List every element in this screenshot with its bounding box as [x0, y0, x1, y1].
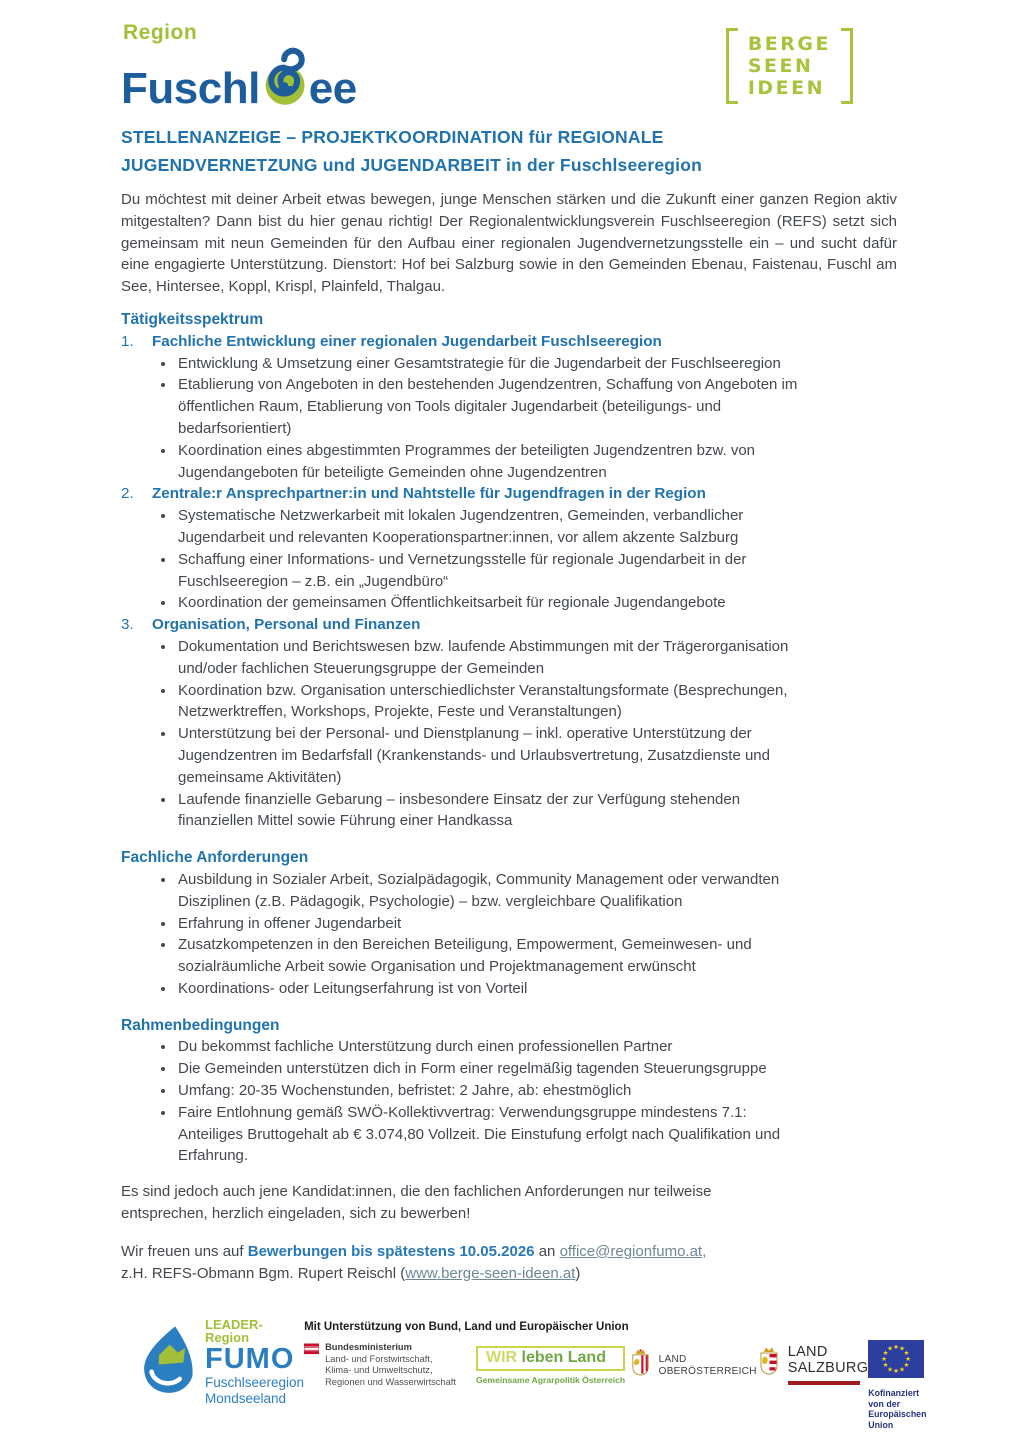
svg-text:★: ★	[899, 1345, 906, 1354]
numbered-section	[121, 331, 897, 484]
fumo-name-text: FUMO	[205, 1343, 295, 1376]
bullet-item: • Unterstützung bei der Personal- und Dienstplanung – inkl. operative Unterstützung der Jugendzentren im Bedarfsfall (Krankenstands- und Urlaubsvertretung, Zusatzdienste und gemeinsame Aktivitäten)	[176, 723, 808, 788]
region-fuschlsee-logo	[121, 22, 357, 111]
apply-deadline: Bewerbungen bis spätestens 10.05.2026	[247, 1242, 535, 1260]
svg-text:★: ★	[903, 1361, 910, 1370]
document-header	[121, 21, 897, 113]
numbered-section	[121, 614, 897, 832]
anforderungen-list	[121, 869, 897, 1000]
bullet-item: • Zusatzkompetenzen in den Bereichen Beteiligung, Empowerment, Gemeinwesen- und sozialräumliche Arbeit sowie Organisation und Projektmanagement erwünscht	[176, 934, 808, 978]
svg-text:★: ★	[899, 1365, 906, 1374]
sbg-line2: SALZBURG	[787, 1360, 869, 1377]
section-heading-anforderungen: Fachliche Anforderungen	[121, 849, 309, 867]
fumo-sub2-text: Mondseeland	[205, 1390, 287, 1406]
ministry-line: Klima- und Umweltschutz,	[325, 1365, 433, 1376]
land-oberoesterreich-logo	[629, 1348, 757, 1383]
ministry-line: Bundesministerium	[325, 1342, 412, 1353]
title-line-2: JUGENDVERNETZUNG und JUGENDARBEIT in der Fuschlseeregion	[121, 155, 702, 175]
page-title	[121, 123, 897, 179]
ooe-line2: OBERÖSTERREICH	[658, 1365, 757, 1377]
intro-paragraph: Du möchtest mit deiner Arbeit etwas bewegen, junge Menschen stärken und die Zukunft einer ganzen Region aktiv mitgestalten? Dann bist du hier genau richtig! Der Regionalentwicklungsverein Fuschlseeregion (REFS) setzt sich gemeinsam mit neun Gemeinden für den Aufbau einer regionalen Jugendvernetzungsstelle ein – und sucht dafür eine engagierte Unterstützung. Dienstort: Hof bei Salzburg sowie in den Gemeinden Ebenau, Faistenau, Fuschl am See, Hintersee, Koppl, Krispl, Plainfeld, Thalgau.	[121, 191, 897, 296]
taetigkeitsspektrum-items	[121, 331, 897, 832]
support-block	[304, 1321, 629, 1388]
sbg-line1: LAND	[787, 1344, 828, 1361]
salzburg-coat-of-arms-icon	[757, 1346, 781, 1383]
bullet-item: • Etablierung von Angeboten in den bestehenden Jugendzentren, Schaffung von Angeboten im öffentlichen Raum, Etablierung von Tools digitaler Jugendarbeit (beteiligungs- und bedarfsorientiert)	[176, 374, 808, 439]
right-bracket-icon	[841, 28, 853, 104]
ooe-line1: LAND	[658, 1353, 687, 1365]
bullet-item: • Systematische Netzwerkarbeit mit lokalen Jugendzentren, Gemeinden, verbandlicher Jugendarbeit und relevanten Kooperationspartner:innen, vor allem akzente Salzburg	[176, 505, 808, 549]
bullet-item: • Faire Entlohnung gemäß SWÖ-Kollektivvertrag: Verwendungsgruppe mindestens 7.1: Anteiliges Bruttogehalt ab € 3.074,80 Vollzeit. Die Einstufung erfolgt nach Qualifikation und Erfahrung.	[176, 1102, 808, 1167]
section-number: 3.	[121, 616, 134, 634]
logo-region-text: Region	[123, 21, 198, 44]
support-text: Mit Unterstützung von Bund, Land und Europäischer Union	[304, 1321, 629, 1334]
eu-funding-logo	[868, 1340, 926, 1430]
wir-leben-land-logo	[476, 1346, 625, 1385]
bullet-item: • Koordination der gemeinsamen Öffentlichkeitsarbeit für regionale Jugendangebote	[176, 592, 808, 614]
svg-text:★: ★	[893, 1343, 900, 1352]
svg-text:★: ★	[893, 1367, 900, 1376]
logo-fuschl-text: Fuschl	[121, 64, 260, 113]
svg-text:★: ★	[881, 1355, 888, 1364]
section-heading-rahmenbedingungen: Rahmenbedingungen	[121, 1016, 280, 1034]
austria-flag-icon	[304, 1342, 319, 1388]
closing-paragraph: Es sind jedoch auch jene Kandidat:innen, die den fachlichen Anforderungen nur teilweise entsprechen, herzlich eingeladen, sich zu bewerben!	[121, 1183, 712, 1223]
apply-middle: an	[534, 1242, 560, 1260]
left-bracket-icon	[726, 28, 738, 104]
berge-seen-ideen-lines	[738, 28, 841, 104]
fumo-leader-text: LEADER-Region	[205, 1317, 263, 1346]
ministry-line: Land- und Forstwirtschaft,	[325, 1353, 433, 1364]
apply-line2-suffix: )	[575, 1264, 581, 1282]
section-number: 1.	[121, 332, 134, 350]
svg-text:★: ★	[882, 1349, 889, 1358]
bullet-item: • Laufende finanzielle Gebarung – insbesondere Einsatz der zur Verfügung stehenden finanziellen Mittel sowie Führung einer Handkassa	[176, 789, 808, 833]
svg-text:★: ★	[882, 1361, 889, 1370]
ministry-text	[325, 1342, 456, 1388]
bullet-item: • Ausbildung in Sozialer Arbeit, Sozialpädagogik, Community Management oder verwandten Disziplinen (z.B. Pädagogik, Psychologie) – bzw. vergleichbare Qualifikation	[176, 869, 808, 913]
eu-flag-icon	[868, 1340, 926, 1383]
wll-wir-text: WIR	[485, 1349, 518, 1367]
svg-text:★: ★	[905, 1355, 912, 1364]
wll-sub-text: Gemeinsame Agrarpolitik Österreich	[475, 1375, 626, 1386]
bsi-line: BERGE	[747, 33, 831, 55]
bsi-line: SEEN	[747, 55, 814, 77]
eu-line1: Kofinanziert von der	[868, 1388, 920, 1409]
svg-text:★: ★	[887, 1365, 894, 1374]
apply-line2-prefix: z.H. REFS-Obmann Bgm. Rupert Reischl (	[121, 1264, 406, 1282]
salzburg-red-bar	[788, 1381, 860, 1385]
numbered-section	[121, 483, 897, 614]
logo-see-text: ee	[308, 64, 357, 113]
ooe-coat-of-arms-icon	[629, 1348, 652, 1383]
email-link[interactable]: office@regionfumo.at,	[559, 1242, 707, 1260]
svg-text:★: ★	[903, 1349, 910, 1358]
land-salzburg-logo	[757, 1344, 869, 1385]
bullet-item: • Erfahrung in offener Jugendarbeit	[176, 913, 808, 935]
apply-prefix: Wir freuen uns auf	[121, 1242, 248, 1260]
bullet-item: • Schaffung einer Informations- und Vernetzungsstelle für regionale Jugendarbeit in der Fuschlseeregion – z.B. ein „Jugendbüro“	[176, 549, 808, 593]
fumo-sub1-text: Fuschlseeregion	[205, 1375, 305, 1391]
bullet-item: • Du bekommst fachliche Unterstützung durch einen professionellen Partner	[176, 1036, 808, 1058]
bullet-item: • Koordination bzw. Organisation unterschiedlichster Veranstaltungsformate (Besprechungen, Netzwerktreffen, Workshops, Projekte, Feste und Veranstaltungen)	[176, 680, 808, 724]
berge-seen-ideen-logo	[726, 28, 853, 104]
apply-paragraph	[121, 1241, 781, 1285]
bullet-item: • Dokumentation und Berichtswesen bzw. laufende Abstimmungen mit der Trägerorganisation und/oder fachlichen Steuerungsgruppe der Gemeinden	[176, 636, 808, 680]
droplet-icon	[138, 1323, 196, 1400]
ministry-logo	[304, 1342, 456, 1388]
ministry-line: Regionen und Wasserwirtschaft	[325, 1376, 456, 1387]
svg-text:★: ★	[887, 1345, 894, 1354]
bullet-item: • Die Gemeinden unterstützen dich in Form einer regelmäßig tagenden Steuerungsgruppe	[176, 1058, 808, 1080]
bullet-item: • Entwicklung & Umsetzung einer Gesamtstrategie für die Jugendarbeit der Fuschlseeregion	[176, 353, 808, 375]
section-title: Zentrale:r Ansprechpartner:in und Nahtstelle für Jugendfragen in der Region	[152, 485, 706, 503]
section-title: Fachliche Entwicklung einer regionalen Jugendarbeit Fuschlseeregion	[152, 332, 662, 350]
wll-rest-text: leben Land	[517, 1349, 606, 1367]
swirl-s-icon	[261, 45, 311, 111]
section-title: Organisation, Personal und Finanzen	[152, 616, 421, 634]
section-number: 2.	[121, 485, 134, 503]
website-link[interactable]: www.berge-seen-ideen.at	[405, 1264, 576, 1282]
title-line-1: STELLENANZEIGE – PROJEKTKOORDINATION für REGIONALE	[121, 127, 664, 147]
bullet-item: • Umfang: 20-35 Wochenstunden, befristet: 2 Jahre, ab: ehestmöglich	[176, 1080, 808, 1102]
bsi-line: IDEEN	[747, 77, 826, 99]
fumo-logo	[138, 1318, 304, 1405]
footer-logos	[0, 1318, 1018, 1430]
rahmenbedingungen-list	[121, 1036, 897, 1167]
bullet-item: • Koordination eines abgestimmten Programmes der beteiligten Jugendzentren bzw. von Jugendangeboten für beteiligte Gemeinden ohne Jugendzentren	[176, 440, 808, 484]
eu-line2: Europäischen Union	[868, 1409, 927, 1430]
bullet-item: • Koordinations- oder Leitungserfahrung ist von Vorteil	[176, 978, 808, 1000]
section-heading-taetigkeitsspektrum: Tätigkeitsspektrum	[121, 310, 264, 328]
